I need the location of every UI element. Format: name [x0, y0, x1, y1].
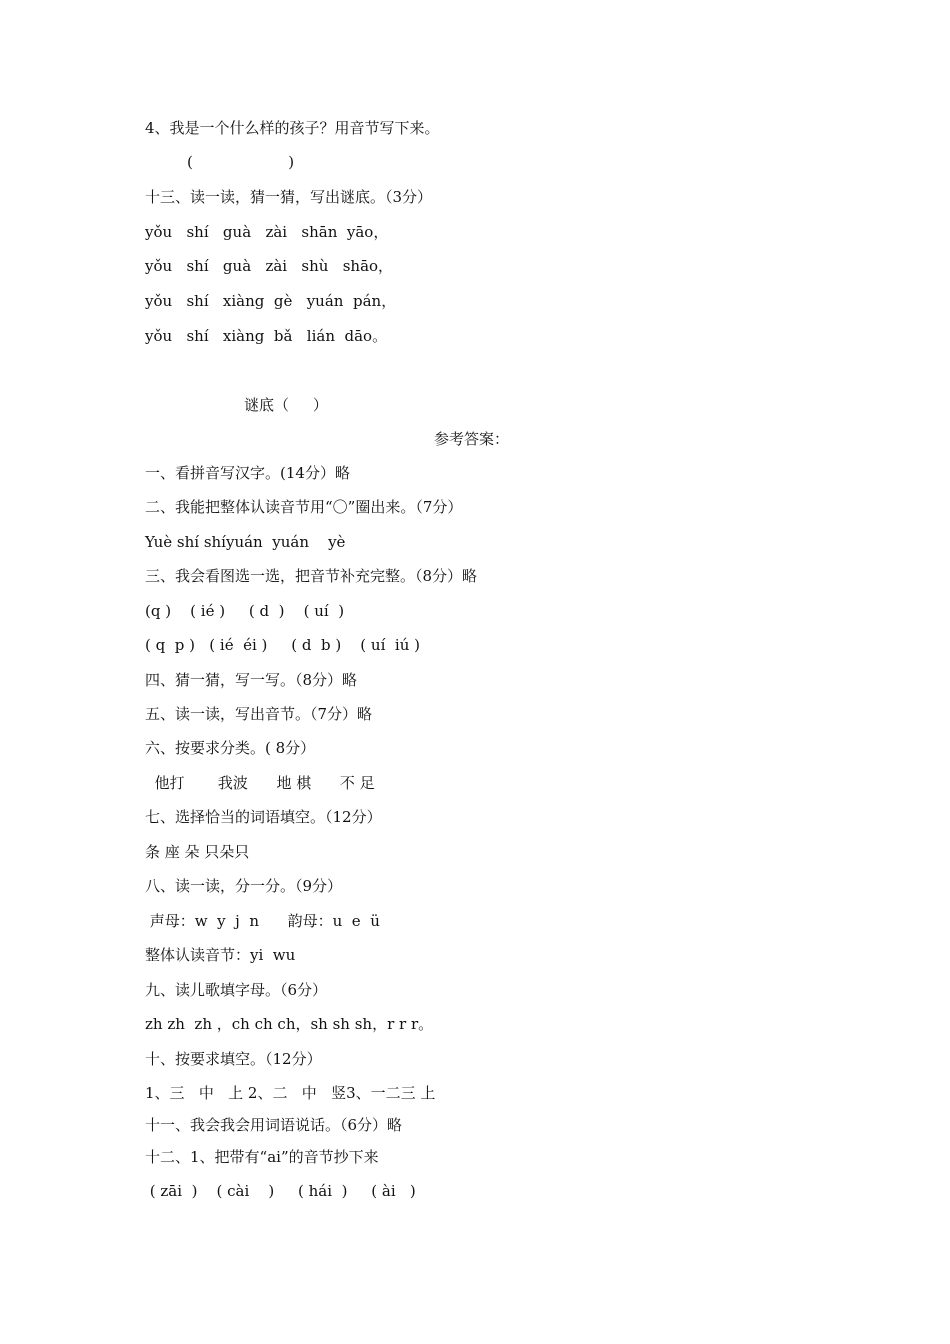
answer-line: 五、读一读，写出音节。（7分）略 — [145, 705, 373, 723]
answer-line: zh zh zh ，ch ch ch，sh sh sh，r r r。 — [145, 1015, 434, 1033]
answer-line: 他打 我波 地 棋 不 足 — [145, 774, 375, 792]
riddle-answer-blank: 谜底（ ） — [244, 396, 328, 414]
answer-line: 四、猜一猜，写一写。（8分）略 — [145, 671, 358, 689]
answer-line: 声母：w y j n 韵母：u e ü — [145, 912, 380, 930]
answer-line: 条 座 朵 只朵只 — [145, 843, 250, 861]
answer-line: Yuè shí shíyuán yuán yè — [145, 533, 346, 551]
answer-line: ( q p ) ( ié éi ) ( d b ) ( uí iú ) — [145, 636, 420, 654]
question-item-4: 4、我是一个什么样的孩子？用音节写下来。 — [145, 119, 440, 137]
answer-line: (q ) ( ié ) ( d ) ( uí ) — [145, 602, 345, 620]
answer-blank: ( ) — [187, 153, 295, 171]
answer-line: 1、三 中 上 2、二 中 竖3、一二三 上 — [145, 1084, 436, 1102]
answer-line: 整体认读音节：yi wu — [145, 946, 296, 964]
answer-line: 二、我能把整体认读音节用“〇”圈出来。（7分） — [145, 498, 463, 516]
answer-line: 十一、我会我会用词语说话。（6分）略 — [145, 1116, 403, 1134]
answer-line: 八、读一读，分一分。（9分） — [145, 877, 343, 895]
answer-line: 三、我会看图选一选，把音节补充完整。（8分）略 — [145, 567, 478, 585]
answer-line: 一、看拼音写汉字。(14分）略 — [145, 464, 350, 482]
question-13-title: 十三、读一读，猜一猜，写出谜底。（3分） — [145, 188, 433, 206]
answer-key-heading: 参考答案： — [434, 430, 510, 448]
answer-line: 十二、1、把带有“ai”的音节抄下来 — [145, 1148, 379, 1166]
riddle-line: yǒu shí guà zài shān yāo， — [145, 223, 389, 241]
answer-line: 七、选择恰当的词语填空。（12分） — [145, 808, 382, 826]
riddle-line: yǒu shí xiàng gè yuán pán， — [145, 292, 397, 310]
answer-line: ( zāi ) ( cài ) ( hái ) ( ài ) — [145, 1182, 416, 1200]
answer-line: 十、按要求填空。（12分） — [145, 1050, 322, 1068]
riddle-line: yǒu shí xiàng bǎ lián dāo。 — [145, 327, 388, 345]
answer-line: 六、按要求分类。( 8分） — [145, 739, 316, 757]
answer-line: 九、读儿歌填字母。（6分） — [145, 981, 328, 999]
riddle-line: yǒu shí guà zài shù shāo， — [145, 257, 394, 275]
